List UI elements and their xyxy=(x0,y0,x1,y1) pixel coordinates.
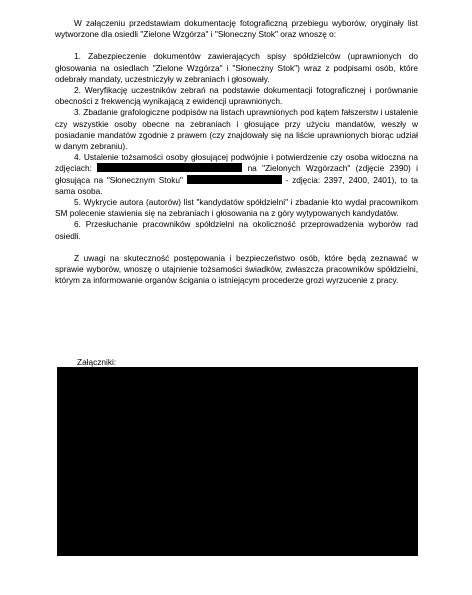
request-item-3: 3. Zbadanie grafologiczne podpisów na listach uprawnionych pod kątem fałszerstw i ustalenie czy wszystkie osoby obecne na zebraniach i głosujące przy użyciu mandatów, weszły w posiadanie mandatów zgodnie z prawem (czy znajdowały się na liście uprawnionych biorąc udział w danym zebraniu). xyxy=(55,107,418,152)
intro-paragraph: W załączeniu przedstawiam dokumentację fotograficzną przebiegu wyborów, oryginały list wytworzone dla osiedli "Zielone Wzgórza" i "Słoneczny Stok" oraz wnoszę o: xyxy=(55,18,418,40)
request-item-6: 6. Przesłuchanie pracowników spółdzielni na okoliczność przeprowadzenia wyborów rad osiedli. xyxy=(55,219,418,241)
request-item-2: 2. Weryfikację uczestników zebrań na podstawie dokumentacji fotograficznej i porównanie obecności z frekwencją wynikającą z ewidencji uprawnionych. xyxy=(55,85,418,107)
attachments-label: Załączniki: xyxy=(77,357,117,367)
redaction-bar xyxy=(187,175,282,184)
redacted-attachment-block xyxy=(57,367,418,556)
item-4-text-c: - zdjęcia: 2397, 2400, 2401), to ta sama osoba. xyxy=(55,174,419,196)
item-4-text-b: na "Zielonych Wzgórzach" (zdjęcie 2390) i głosująca na "Słonecznym Stoku" xyxy=(55,163,418,185)
document-body xyxy=(55,18,418,286)
request-item-1: 1. Zabezpieczenie dokumentów zawierających spisy spółdzielców (uprawnionych do głosowania na osiedlach "Zielone Wzgórza" i "Słoneczny Stok") wraz z podpisami osób, które odebrały mandaty, uczestniczyły w zebraniach i głosowały. xyxy=(55,51,418,84)
item-4-text-a: 4. Ustalenie tożsamości osoby głosującej podwójnie i potwierdzenie czy osoba widoczna na zdjęciach: xyxy=(55,152,418,174)
request-item-5: 5. Wykrycie autora (autorów) list "kandydatów spółdzielni" i zbadanie kto wydał pracownikom SM polecenie stawienia się na zebraniach i głosowania na z góry wytypowanych kandydatów. xyxy=(55,197,418,219)
request-item-4 xyxy=(55,152,418,197)
closing-paragraph: Z uwagi na skuteczność postępowania i bezpieczeństwo osób, które będą zeznawać w sprawie wyborów, wnoszę o utajnienie tożsamości świadków, zwłaszcza pracowników spółdzielni, którym za informowanie organów ścigania o istniejącym procederze grozi wyrzucenie z pracy. xyxy=(55,252,418,286)
redaction-bar xyxy=(97,163,242,172)
